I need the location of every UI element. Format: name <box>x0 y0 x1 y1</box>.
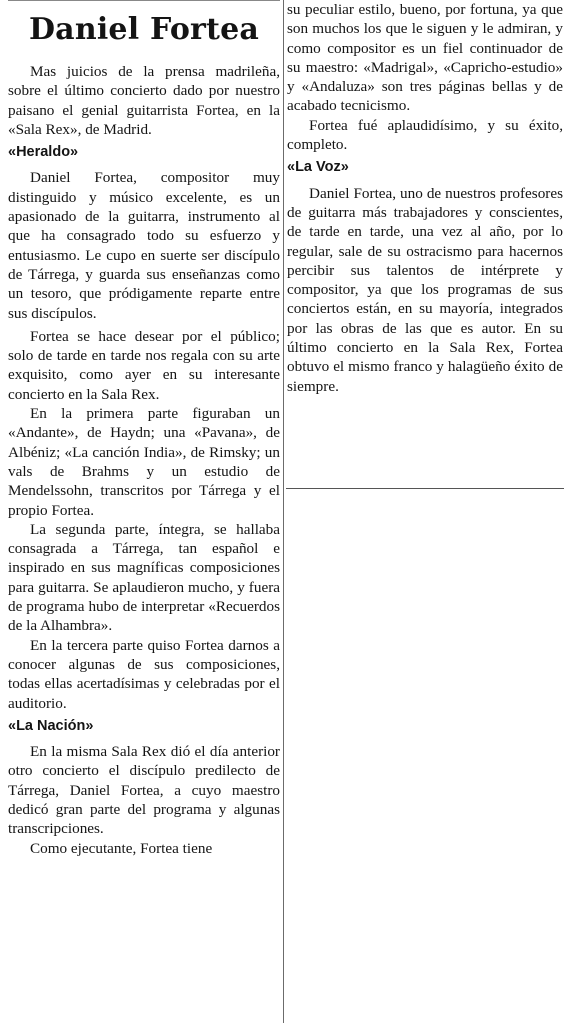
source-heading-la-voz: «La Voz» <box>287 159 349 176</box>
heraldo-paragraph-2: Fortea se hace desear por el público; solo de tarde en tarde nos regala con su arte exquisito, como ayer en su interesante concierto en la Sala Rex. <box>8 327 280 403</box>
heraldo-paragraph-1: Daniel Fortea, compositor muy distinguido y músico excelente, es un apasionado de la guitarra, instrumento al que ha consagrado todo su esfuerzo y entusiasmo. Le cupo en suerte ser discípulo de Tárrega, y guarda sus enseñanzas como un tesoro, que pródigamente reparte entre sus discípulos. <box>8 169 280 322</box>
article-title: Daniel Fortea <box>28 12 260 47</box>
voz-paragraph-1: Daniel Fortea, uno de nuestros profesores de guitarra más trabajadores y conscientes, de tarde en tarde, una vez al año, por lo regular, sale de su ostracismo para hacernos percibir sus talentos de intérprete y compositor, ya que los programas de sus conciertos están, en su mayoría, integrados por las obras de las que es autor. En su último concierto en la Sala Rex, Fortea obtuvo el mismo franco y halagüeño éxito de siempre. <box>287 184 563 395</box>
left-column <box>8 0 280 858</box>
source-heading-la-nacion: «La Nación» <box>8 717 94 734</box>
heraldo-paragraph-5: En la tercera parte quiso Fortea darnos a conocer algunas de sus composiciones, todas ellas acertadísimas y celebradas por el auditorio. <box>8 636 280 712</box>
nacion-paragraph-2-start: Como ejecutante, Fortea tiene <box>30 839 213 857</box>
intro-paragraph: Mas juicios de la prensa madrileña, sobre el último concierto dado por nuestro paisano el genial guitarrista Fortea, en la «Sala Rex», de Madrid. <box>8 63 280 138</box>
nacion-paragraph-1: En la misma Sala Rex dió el día anterior otro concierto el discípulo predilecto de Tárrega, Daniel Fortea, a cuyo maestro dedicó gran parte del programa y algunas transcripciones. <box>8 743 280 838</box>
article-end-rule <box>286 488 564 489</box>
nacion-paragraph-3: Fortea fué aplaudidísimo, y su éxito, completo. <box>287 116 563 154</box>
heraldo-paragraph-3: En la primera parte figuraban un «Andante», de Haydn; una «Pavana», de Albéniz; «La canción India», de Rimsky; un vals de Brahms y un estudio de Mendelssohn, transcritos por Tárrega y el propio Fortea. <box>8 405 280 519</box>
column-divider <box>283 0 284 1023</box>
nacion-paragraph-2-continued: su peculiar estilo, bueno, por fortuna, ya que son muchos los que le siguen y le admiran, y como compositor es un fiel continuador de su maestro: «Madrigal», «Capricho-estudio» y «Andaluza» son tres páginas bellas y de acabado tecnicismo. <box>287 1 563 115</box>
right-column <box>287 0 563 396</box>
heraldo-paragraph-4: La segunda parte, íntegra, se hallaba consagrada a Tárrega, tan español e inspirado en sus magníficas composiciones para guitarra. Se aplaudieron mucho, y fuera de programa hubo de interpretar «Recuerdos de la Alhambra». <box>8 520 280 635</box>
source-heading-heraldo: «Heraldo» <box>8 144 79 161</box>
